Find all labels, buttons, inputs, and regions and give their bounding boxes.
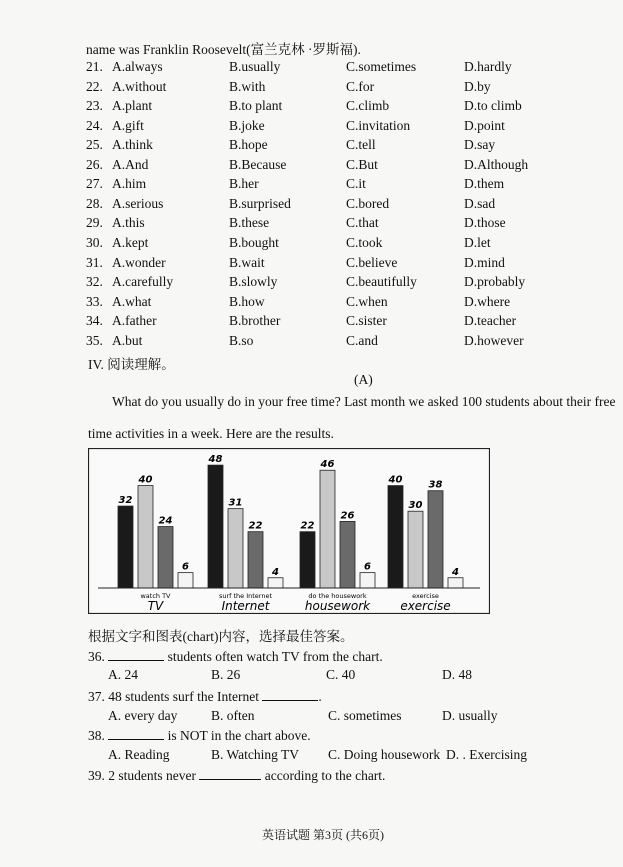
question-number: 39. — [88, 768, 105, 783]
option-c: C.when — [346, 293, 388, 309]
option-d: D.mind — [464, 254, 505, 270]
question-number: 35. — [86, 332, 103, 348]
option-c: C.for — [346, 78, 375, 94]
option-c: C.But — [346, 156, 378, 172]
bar-surf-the-Internet-never — [268, 578, 283, 588]
option-b: B.slowly — [229, 274, 278, 290]
question-number: 24. — [86, 117, 103, 133]
cloze-row — [86, 118, 566, 137]
option-d: D.say — [464, 137, 496, 153]
cloze-row — [86, 215, 566, 234]
q37-option-c: C. sometimes — [328, 708, 402, 723]
option-b: B.how — [229, 293, 265, 309]
option-d: D.by — [464, 78, 491, 94]
option-c: C.that — [346, 215, 379, 231]
option-b: B.usually — [229, 59, 281, 74]
option-c: C.it — [346, 176, 366, 192]
data-label: 4 — [272, 566, 279, 578]
q38-option-c: C. Doing housework — [328, 747, 441, 762]
q36-option-c: C. 40 — [326, 667, 356, 682]
question-number: 27. — [86, 176, 103, 192]
option-d: D.hardly — [464, 59, 512, 74]
cloze-row — [86, 157, 566, 176]
category-label: watch TV — [140, 592, 171, 600]
option-a: A.serious — [112, 195, 164, 211]
cloze-row — [86, 196, 566, 215]
data-label: 31 — [228, 497, 243, 509]
option-c: C.sister — [346, 313, 387, 329]
q36-option-d: D. 48 — [442, 667, 472, 682]
option-b: B.surprised — [229, 195, 291, 211]
answer-blank — [199, 767, 261, 780]
option-c: C.believe — [346, 254, 398, 270]
question-text: students often watch TV from the chart. — [167, 649, 383, 664]
data-label: 24 — [158, 515, 173, 527]
answer-blank — [108, 648, 164, 661]
question-37 — [88, 688, 322, 705]
option-d: D.teacher — [464, 313, 517, 329]
option-d: D.them — [464, 176, 505, 192]
data-label: 38 — [428, 479, 443, 491]
option-b: B.bought — [229, 234, 279, 250]
data-label: 30 — [408, 500, 423, 512]
option-a: A.father — [112, 313, 157, 329]
option-a: A.always — [112, 59, 163, 74]
bar-watch-TV-sometimes — [158, 527, 173, 588]
option-a: A.wonder — [112, 254, 166, 270]
option-a: A.this — [112, 215, 145, 231]
option-a: A.without — [112, 78, 167, 94]
question-text: is NOT in the chart above. — [167, 728, 311, 743]
data-label: 40 — [138, 474, 153, 486]
option-b: B.so — [229, 332, 254, 348]
q38-option-d: D. . Exercising — [446, 747, 527, 762]
option-d: D.however — [464, 332, 524, 348]
data-label: 22 — [300, 520, 315, 532]
q37-option-a: A. every day — [108, 708, 178, 723]
question-number: 36. — [88, 649, 105, 664]
option-b: B.to plant — [229, 98, 283, 114]
handwritten-label: Internet — [221, 599, 270, 613]
option-b: B.these — [229, 215, 270, 231]
data-label: 4 — [452, 566, 459, 578]
option-c: C.climb — [346, 98, 390, 114]
data-label: 6 — [182, 561, 189, 573]
answer-blank — [108, 727, 164, 740]
bar-surf-the-Internet-every-day — [208, 465, 223, 588]
bar-exercise-sometimes — [428, 491, 443, 588]
q36-option-a: A. 24 — [108, 667, 138, 682]
option-d: D.point — [464, 117, 505, 133]
bar-chart — [88, 448, 490, 614]
instruction: 根据文字和图表(chart)内容，选择最佳答案。 — [88, 629, 354, 644]
option-d: D.to climb — [464, 98, 522, 114]
option-b: B.wait — [229, 254, 265, 270]
cloze-row — [86, 176, 566, 195]
bar-surf-the-Internet-often — [228, 509, 243, 588]
option-a: A.think — [112, 137, 153, 153]
data-label: 26 — [340, 510, 355, 522]
option-b: B.Because — [229, 156, 287, 172]
option-c: C.invitation — [346, 117, 411, 133]
option-b: B.hope — [229, 137, 268, 153]
bar-do-the-housework-sometimes — [340, 521, 355, 588]
bar-exercise-every-day — [388, 486, 403, 588]
question-number: 26. — [86, 156, 103, 172]
data-label: 32 — [118, 495, 133, 507]
option-a: A.what — [112, 293, 152, 309]
bar-do-the-housework-every-day — [300, 532, 315, 588]
option-d: D.where — [464, 293, 511, 309]
cloze-row — [86, 98, 566, 117]
option-d: D.probably — [464, 274, 526, 290]
question-39 — [88, 767, 385, 784]
question-number: 32. — [86, 274, 103, 290]
option-a: A.but — [112, 332, 143, 348]
question-number: 38. — [88, 728, 105, 743]
data-label: 6 — [364, 561, 371, 573]
category-label: surf the Internet — [218, 592, 273, 600]
cloze-row — [86, 255, 566, 274]
passage-label: (A) — [354, 372, 373, 387]
handwritten-label: TV — [147, 599, 164, 613]
option-c: C.and — [346, 332, 378, 348]
bar-watch-TV-often — [138, 486, 153, 588]
cloze-row — [86, 294, 566, 313]
option-a: A.gift — [112, 117, 144, 133]
cloze-row — [86, 274, 566, 293]
option-d: D.Although — [464, 156, 529, 172]
option-d: D.sad — [464, 195, 496, 211]
q36-option-b: B. 26 — [211, 667, 241, 682]
data-label: 46 — [320, 459, 335, 471]
data-label: 22 — [248, 520, 263, 532]
bar-exercise-often — [408, 511, 423, 588]
question-number: 22. — [86, 78, 103, 94]
bar-watch-TV-every-day — [118, 506, 133, 588]
cloze-row — [86, 59, 566, 78]
option-b: B.with — [229, 78, 266, 94]
q38-option-b: B. Watching TV — [211, 747, 300, 762]
category-label: exercise — [412, 592, 439, 600]
question-text: 48 students surf the Internet — [108, 689, 259, 704]
question-number: 25. — [86, 137, 103, 153]
passage-line-1: What do you usually do in your free time? Last month we asked 100 students about their free — [112, 394, 616, 409]
option-b: B.brother — [229, 313, 281, 329]
option-c: C.sometimes — [346, 59, 417, 74]
option-a: A.And — [112, 156, 149, 172]
option-d: D.let — [464, 234, 491, 250]
bar-surf-the-Internet-sometimes — [248, 532, 263, 588]
option-a: A.him — [112, 176, 147, 192]
question-number: 21. — [86, 59, 103, 74]
page-footer: 英语试题 第3页 (共6页) — [262, 828, 384, 842]
category-label: do the housework — [308, 592, 367, 600]
cloze-row — [86, 79, 566, 98]
bar-watch-TV-never — [178, 573, 193, 588]
option-c: C.took — [346, 234, 383, 250]
bar-exercise-never — [448, 578, 463, 588]
question-tail: . — [318, 689, 322, 704]
cloze-row — [86, 313, 566, 332]
section-title: IV. 阅读理解。 — [88, 357, 175, 372]
question-number: 29. — [86, 215, 103, 231]
question-text: 2 students never — [108, 768, 196, 783]
option-c: C.tell — [346, 137, 376, 153]
option-c: C.bored — [346, 195, 390, 211]
data-label: 40 — [388, 474, 403, 486]
q38-option-a: A. Reading — [108, 747, 170, 762]
question-number: 34. — [86, 313, 103, 329]
question-text-tail: according to the chart. — [264, 768, 386, 783]
answer-blank — [262, 688, 318, 701]
cloze-row — [86, 235, 566, 254]
cloze-row — [86, 137, 566, 156]
question-38 — [88, 727, 311, 744]
bar-do-the-housework-often — [320, 470, 335, 588]
option-b: B.her — [229, 176, 259, 192]
question-number: 31. — [86, 254, 103, 270]
question-number: 30. — [86, 234, 103, 250]
option-a: A.kept — [112, 234, 149, 250]
option-b: B.joke — [229, 117, 265, 133]
passage-line-2: time activities in a week. Here are the results. — [88, 426, 334, 441]
handwritten-label: housework — [304, 599, 371, 613]
handwritten-label: exercise — [400, 599, 451, 613]
option-c: C.beautifully — [346, 274, 417, 290]
q37-option-b: B. often — [211, 708, 255, 723]
data-label: 48 — [208, 454, 223, 466]
option-a: A.carefully — [112, 274, 174, 290]
top-line: name was Franklin Roosevelt(富兰克林 ·罗斯福). — [86, 42, 361, 57]
q37-option-d: D. usually — [442, 708, 498, 723]
cloze-row — [86, 333, 566, 352]
question-36 — [88, 648, 383, 665]
question-number: 33. — [86, 293, 103, 309]
option-d: D.those — [464, 215, 506, 231]
bar-do-the-housework-never — [360, 573, 375, 588]
question-number: 37. — [88, 689, 105, 704]
question-number: 28. — [86, 195, 103, 211]
option-a: A.plant — [112, 98, 153, 114]
question-number: 23. — [86, 98, 103, 114]
